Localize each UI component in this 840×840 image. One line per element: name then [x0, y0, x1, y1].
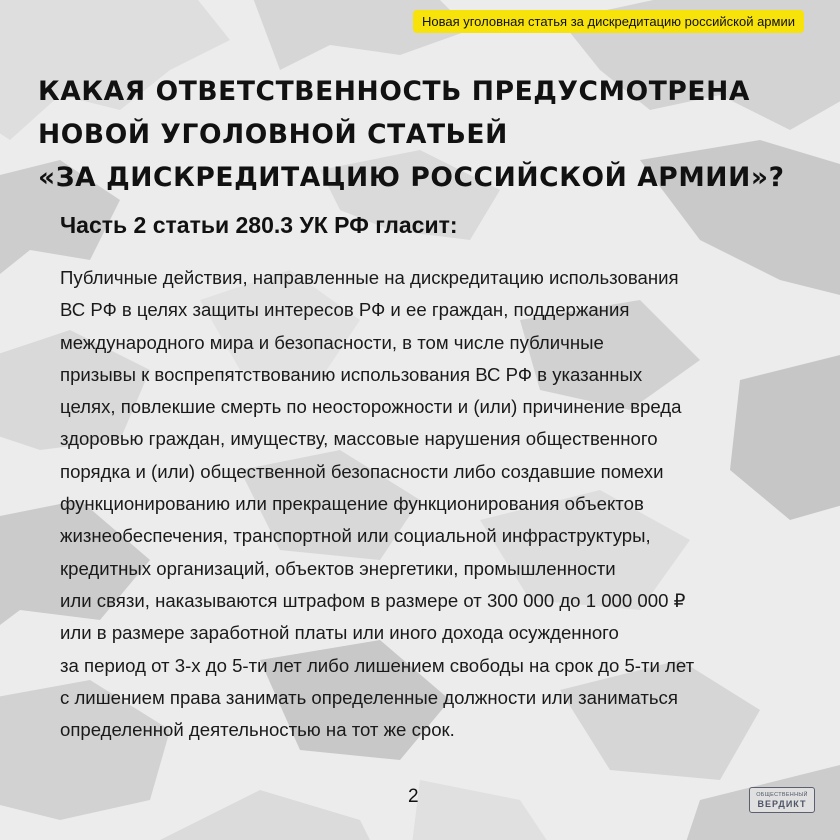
body-line: определенной деятельностью на тот же срок.	[60, 719, 455, 741]
body-line: или в размере заработной платы или иного дохода осужденного	[60, 622, 619, 644]
article-body	[60, 262, 820, 746]
page-title	[38, 70, 785, 199]
brand-logo	[749, 787, 815, 813]
body-line: ВС РФ в целях защиты интересов РФ и ее граждан, поддержания	[60, 299, 630, 321]
body-line: или связи, наказываются штрафом в размере от 300 000 до 1 000 000 ₽	[60, 589, 686, 611]
body-line: жизнеобеспечения, транспортной или социальной инфраструктуры,	[60, 525, 651, 547]
body-line: международного мира и безопасности, в том числе публичные	[60, 331, 604, 353]
logo-top-text: ОБЩЕСТВЕННЫЙ	[756, 791, 808, 798]
title-line: КАКАЯ ОТВЕТСТВЕННОСТЬ ПРЕДУСМОТРЕНА	[38, 76, 750, 107]
body-line: целях, повлекшие смерть по неосторожности и (или) причинение вреда	[60, 396, 682, 418]
logo-bottom-text: ВЕРДИКТ	[757, 798, 807, 809]
body-line: призывы к воспрепятствованию использования ВС РФ в указанных	[60, 363, 643, 385]
title-line: «ЗА ДИСКРЕДИТАЦИЮ РОССИЙСКОЙ АРМИИ»?	[38, 162, 785, 193]
article-subtitle: Часть 2 статьи 280.3 УК РФ гласит:	[60, 212, 458, 238]
body-line: с лишением права занимать определенные должности или заниматься	[60, 686, 678, 708]
page-number: 2	[408, 786, 419, 807]
body-line: кредитных организаций, объектов энергетики, промышленности	[60, 557, 616, 579]
body-line: Публичные действия, направленные на дискредитацию использования	[60, 267, 679, 288]
body-line: функционированию или прекращение функционирования объектов	[60, 493, 644, 515]
body-line: здоровью граждан, имуществу, массовые нарушения общественного	[60, 428, 658, 450]
body-line: порядка и (или) общественной безопасности либо создавшие помехи	[60, 460, 664, 482]
body-line: за период от 3-х до 5-ти лет либо лишением свободы на срок до 5-ти лет	[60, 654, 695, 676]
title-line: НОВОЙ УГОЛОВНОЙ СТАТЬЕЙ	[38, 119, 508, 150]
topic-tag: Новая уголовная статья за дискредитацию российской армии	[413, 10, 804, 33]
